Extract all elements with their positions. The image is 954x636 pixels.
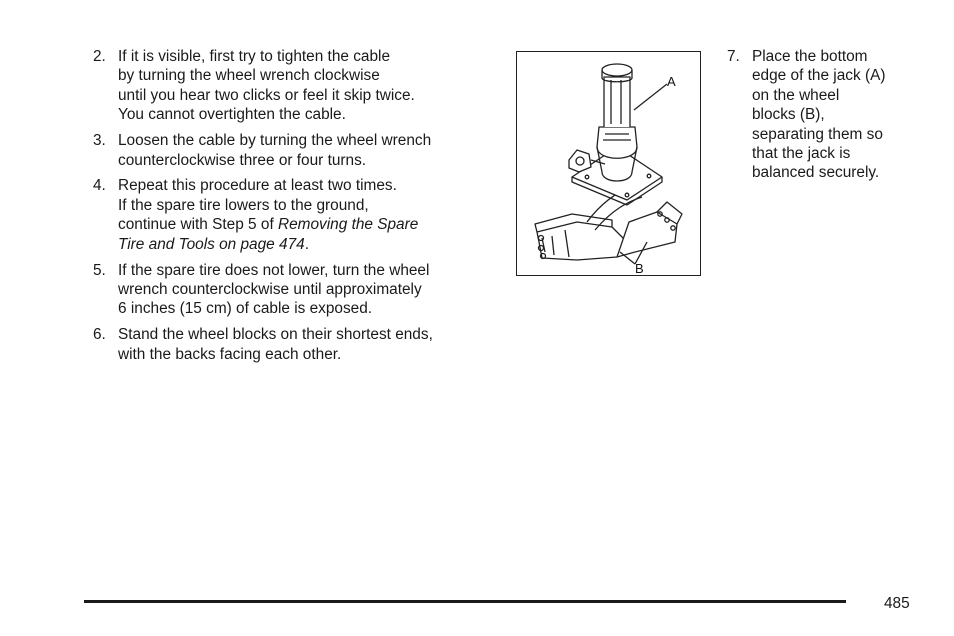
step-text-line: with the backs facing each other.	[118, 345, 342, 363]
jack-illustration-drawing	[517, 52, 700, 275]
step-text-line: Stand the wheel blocks on their shortest ends,	[118, 326, 433, 344]
jack-on-wheel-blocks-illustration	[516, 51, 701, 276]
step-number: 2.	[93, 48, 106, 65]
step-text-line: Place the bottom	[752, 48, 868, 65]
step-text-line: until you hear two clicks or feel it skip twice.	[118, 86, 415, 104]
step-text-line	[118, 235, 493, 254]
step-number: 6.	[93, 326, 106, 344]
step-6	[93, 325, 493, 364]
step-text-line: by turning the wheel wrench clockwise	[118, 67, 380, 85]
step-text-line	[118, 215, 493, 234]
figure-label-a: A	[667, 74, 676, 89]
step-5	[93, 261, 493, 319]
step-text-line: If it is visible, first try to tighten the cable	[118, 48, 391, 65]
figure-label-b: B	[635, 261, 644, 275]
step-number: 7.	[727, 48, 740, 65]
step-text-line: 6 inches (15 cm) of cable is exposed.	[118, 300, 373, 318]
step-number: 3.	[93, 132, 106, 150]
step-text-line: Repeat this procedure at least two times.	[118, 177, 397, 195]
jack-screw-head	[569, 150, 591, 172]
step-text-line: edge of the jack (A)	[752, 67, 886, 85]
step-text-line: wrench counterclockwise until approximately	[118, 280, 422, 298]
step-text-line: separating them so	[752, 125, 883, 143]
step-text-line: that the jack is	[752, 145, 851, 163]
step-text-line: blocks (B),	[752, 106, 825, 124]
step-text-line: balanced securely.	[752, 164, 880, 182]
step-text-line: You cannot overtighten the cable.	[118, 106, 346, 124]
step-number: 5.	[93, 261, 106, 279]
step-text-line: on the wheel	[752, 86, 840, 104]
cross-reference-link: Removing the Spare	[278, 216, 419, 234]
jack-body	[597, 127, 637, 158]
footer-divider	[84, 600, 846, 603]
step-text-line: If the spare tire does not lower, turn the wheel	[118, 261, 430, 279]
step-text-fragment: .	[304, 235, 309, 253]
step-text-line: counterclockwise three or four turns.	[118, 151, 367, 169]
instructions-right-column	[727, 47, 927, 189]
instructions-left-column	[93, 47, 493, 371]
step-text-fragment: continue with Step 5 of	[118, 216, 278, 234]
step-number: 4.	[93, 177, 106, 195]
step-2	[93, 47, 493, 125]
label-a-leader	[634, 84, 667, 110]
step-text-line: Loosen the cable by turning the wheel wrench	[118, 132, 432, 150]
wheel-block-left	[537, 222, 627, 260]
cross-reference-link: Tire and Tools on page 474	[118, 235, 305, 253]
step-4	[93, 176, 493, 254]
step-text-line: If the spare tire lowers to the ground,	[118, 196, 369, 214]
step-3	[93, 131, 493, 170]
jack-column	[604, 77, 630, 127]
page-number: 485	[884, 595, 910, 612]
step-7	[727, 47, 927, 183]
